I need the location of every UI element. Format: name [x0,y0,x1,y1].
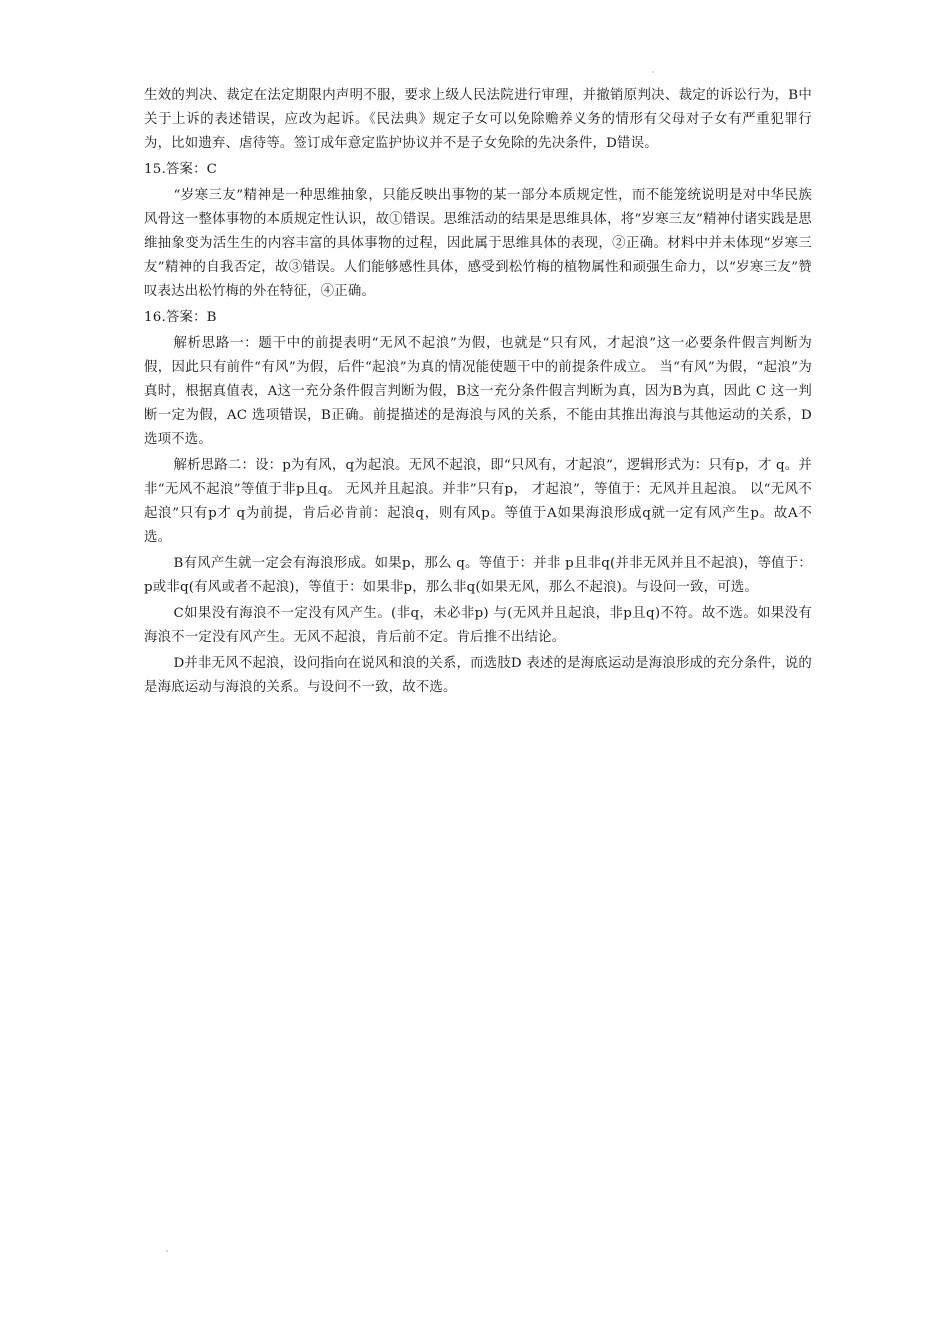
scan-dot-top [652,71,654,73]
document-page [144,84,812,702]
answer-15-explanation: “岁寒三友”精神是一种思维抽象，只能反映出事物的某一部分本质规定性，而不能笼统说明是对中华民族风骨这一整体事物的本质规定性认识，故①错误。思维活动的结果是思维具体，将“岁寒三友”精神付诸实践是思维抽象变为活生生的内容丰富的具体事物的过程，因此属于思维具体的表现，②正确。材料中并未体现“岁寒三友”精神的自我否定，故③错误。人们能够感性具体，感受到松竹梅的植物属性和顽强生命力，以“岁寒三友”赞叹表达出松竹梅的外在特征，④正确。 [144,188,812,299]
continuation-paragraph: 生效的判决、裁定在法定期限内声明不服，要求上级人民法院进行审理，并撤销原判决、裁定的诉讼行为，B中关于上诉的表述错误，应改为起诉。《民法典》规定子女可以免除赡养义务的情形有父母对子女有严重犯罪行为，比如遗弃、虐待等。签订成年意定监护协议并不是子女免除的先决条件，D错误。 [144,88,812,151]
answer-16-option-b: B有风产生就一定会有海浪形成。如果p，那么 q。等值于：并非 p且非q(并非无风并且不起浪)，等值于：p或非q(有风或者不起浪)，等值于：如果非p，那么非q(如果无风，那么不起浪)。与设问一致，可选。 [144,556,812,595]
scan-dot-bottom [166,1250,168,1252]
answer-16-option-c: C如果没有海浪不一定没有风产生。(非q，未必非p) 与(无风并且起浪，非p且q)不符。故不选。如果没有海浪不一定没有风产生。无风不起浪，肯后前不定。肯后推不出结论。 [144,606,812,645]
answer-16-approach-1: 解析思路一：题干中的前提表明“无风不起浪”为假，也就是“只有风，才起浪”这一必要条件假言判断为假，因此只有前件“有风”为假，后件“起浪”为真的情况能使题干中的前提条件成立。 当“有风”为假，“起浪”为真时，根据真值表，A这一充分条件假言判断为假，B这一充分条件假言判断为真，因为B为真，因此 C 这一判断一定为假，AC 选项错误，B正确。前提描述的是海浪与风的关系，不能由其推出海浪与其他运动的关系，D选项不选。 [144,336,812,447]
answer-16-approach-2: 解析思路二：设：p为有风，q为起浪。无风不起浪，即“只风有，才起浪”，逻辑形式为：只有p，才 q。并非“无风不起浪”等值于非p且q。 无风并且起浪。并非”只有p， 才起浪”，等值于：无风并且起浪。 以“无风不起浪”只有p才 q为前提，肯后必肯前：起浪q，则有风p。等值于A如果海浪形成q就一定有风产生p。故A不选。 [144,458,812,545]
answer-15-label: 15.答案：C [144,162,218,177]
answer-16-option-d: D并非无风不起浪，设问指向在说风和浪的关系，而选肢D 表述的是海底运动是海浪形成的充分条件，说的是海底运动与海浪的关系。与设问不一致，故不选。 [144,656,812,695]
answer-16-label: 16.答案：B [144,310,217,325]
